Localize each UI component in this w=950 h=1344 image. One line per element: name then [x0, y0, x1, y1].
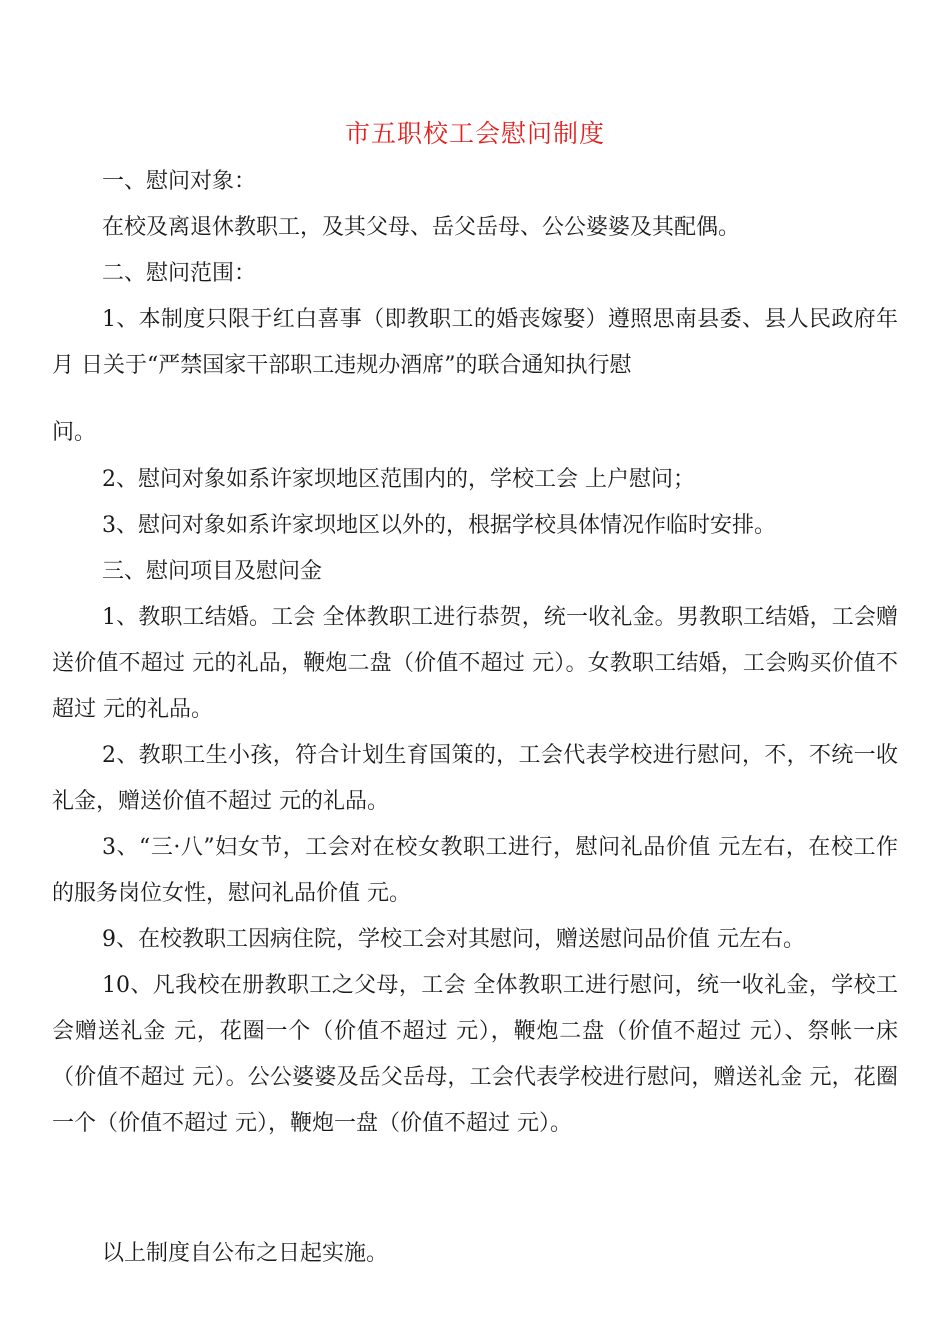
paragraph-effective-date: 以上制度自公布之日起实施。	[102, 1241, 389, 1266]
section-heading-recipients: 一、慰问对象：	[102, 169, 257, 194]
paragraph-scope-1-end: 问。	[52, 420, 97, 445]
paragraph-item-bereavement: 10、凡我校在册教职工之父母，工会 全体教职工进行慰问，统一收礼金，学校工会赠送礼金 元，花圈一个（价值不超过 元），鞭炮二盘（价值不超过 元）、祭帐一床（价值不超过 元）。公公婆婆及岳父岳母，工会代表学校进行慰问，赠送礼金 元，花圈一个（价值不超过 元），鞭炮一盘（价值不超过 元）。	[52, 973, 898, 1136]
paragraph-recipients: 在校及离退休教职工，及其父母、岳父岳母、公公婆婆及其配偶。	[102, 215, 741, 240]
section-heading-items: 三、慰问项目及慰问金	[102, 559, 323, 584]
paragraph-item-marriage: 1、教职工结婚。工会 全体教职工进行恭贺，统一收礼金。男教职工结婚，工会赠送价值不超过 元的礼品，鞭炮二盘（价值不超过 元）。女教职工结婚，工会购买价值不超过 元的礼品。	[52, 605, 898, 722]
section-heading-scope: 二、慰问范围：	[102, 261, 257, 286]
paragraph-scope-2: 2、慰问对象如系许家坝地区范围内的，学校工会 上户慰问；	[102, 467, 695, 492]
paragraph-item-birth: 2、教职工生小孩，符合计划生育国策的，工会代表学校进行慰问，不，不统一收礼金，赠送价值不超过 元的礼品。	[52, 743, 898, 814]
paragraph-scope-3: 3、慰问对象如系许家坝地区以外的，根据学校具体情况作临时安排。	[102, 513, 776, 538]
paragraph-item-hospital: 9、在校教职工因病住院，学校工会对其慰问，赠送慰问品价值 元左右。	[102, 927, 805, 952]
document-title: 市五职校工会慰问制度	[344, 119, 605, 148]
paragraph-item-womens-day: 3、“三·八”妇女节，工会对在校女教职工进行，慰问礼品价值 元左右，在校工作的服务岗位女性，慰问礼品价值 元。	[52, 835, 898, 906]
paragraph-scope-1: 1、本制度只限于红白喜事（即教职工的婚丧嫁娶）遵照思南县委、县人民政府年 月 日关于“严禁国家干部职工违规办酒席”的联合通知执行慰	[52, 307, 898, 378]
